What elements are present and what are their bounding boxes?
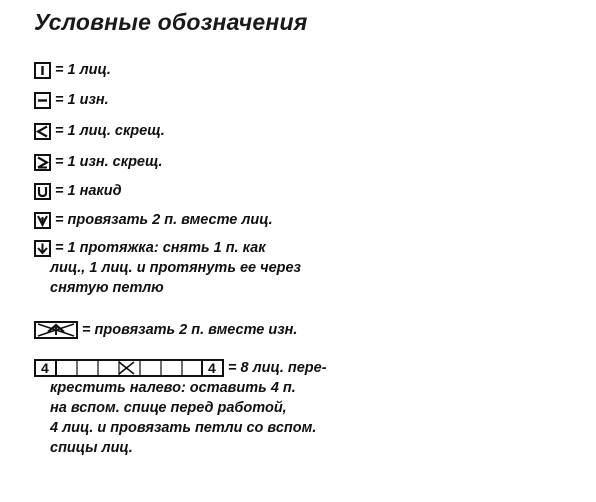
legend-text: = 1 лиц. [55,62,111,78]
p2tog-icon [34,321,78,339]
legend-item-cable [34,358,327,458]
legend-text: = 1 изн. [55,92,109,108]
legend-text: = 1 накид [55,183,122,199]
legend-text: = провязать 2 п. вместе лиц. [55,212,273,228]
purl-stitch-icon [34,92,51,109]
k2tog-icon [34,212,51,229]
legend-item-yarn-over [34,181,122,201]
legend-text: снятую петлю [50,280,164,296]
legend-item-p2tog [34,320,297,340]
legend-text: = 1 лиц. скрещ. [55,123,165,139]
twisted-purl-icon [34,154,51,171]
legend-text: = провязать 2 п. вместе изн. [82,322,298,338]
legend-item-slip-pass [34,238,301,298]
cable-left-icon [34,359,224,377]
legend-text: лиц., 1 лиц. и протянуть ее через [50,260,301,276]
legend-item-twisted-purl [34,152,163,172]
page-title: Условные обозначения [34,9,308,35]
cable-count-left: 4 [41,360,49,377]
legend-item-knit [34,60,111,80]
yarn-over-icon [34,183,51,200]
twisted-knit-icon [34,123,51,140]
legend-text: = 1 изн. скрещ. [55,154,163,170]
legend-text: = 8 лиц. пере- [228,360,327,376]
slip-pass-icon [34,240,51,257]
legend-item-twisted-knit [34,121,165,141]
legend-item-purl [34,90,109,110]
legend-text: спицы лиц. [50,440,133,456]
legend-text: 4 лиц. и провязать петли со вспом. [50,420,317,436]
legend-text: на вспом. спице перед работой, [50,400,287,416]
knit-stitch-icon [34,62,51,79]
legend-item-k2tog [34,210,273,230]
legend-text: крестить налево: оставить 4 п. [50,380,296,396]
legend-text: = 1 протяжка: снять 1 п. как [55,240,266,256]
cable-count-right: 4 [208,360,216,377]
